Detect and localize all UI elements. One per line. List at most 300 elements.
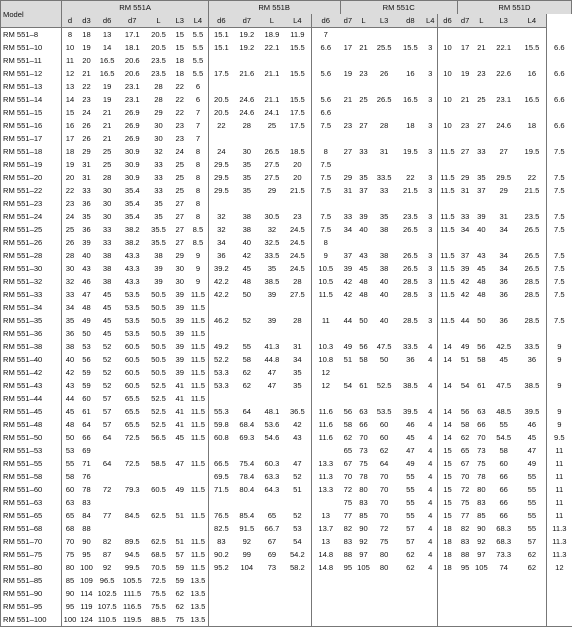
value-cell: 54.6 (264, 433, 280, 442)
value-cell: 3 (428, 95, 433, 104)
model-cell: RM 551–43 (1, 379, 62, 392)
value-cell: 61 (359, 381, 368, 390)
value-cell (260, 600, 285, 613)
value-cell: 60.5 (124, 381, 140, 390)
table-row (1, 327, 572, 340)
value-cell (547, 327, 572, 340)
value-cell: 41.3 (264, 342, 280, 351)
value-cell: 7.5 (554, 186, 565, 195)
value-cell (473, 28, 490, 42)
value-cell: 23.5 (518, 210, 547, 223)
value-cell: 62 (175, 589, 184, 598)
value-cell (284, 327, 311, 340)
value-cell (234, 327, 260, 340)
table-row (1, 54, 572, 67)
value-cell: 96.5 (99, 576, 115, 585)
value-cell: 11.5 (437, 145, 457, 158)
value-cell (490, 587, 518, 600)
value-cell: 20.5 (208, 93, 234, 106)
value-cell: 47 (406, 446, 415, 455)
model-cell: RM 551–19 (1, 158, 62, 171)
value-cell: 28.5 (518, 275, 547, 288)
value-cell: 77 (460, 511, 470, 520)
value-cell: 20 (62, 171, 78, 184)
value-cell: 43.3 (124, 264, 140, 273)
value-cell: 38 (102, 277, 112, 286)
value-cell (457, 197, 473, 210)
value-cell: 28.5 (518, 288, 547, 301)
value-cell: 83 (460, 537, 470, 546)
value-cell: 75.5 (151, 602, 166, 611)
value-cell (518, 392, 547, 405)
value-cell (260, 327, 285, 340)
value-cell: 7.5 (311, 119, 340, 132)
value-cell: 30 (175, 277, 184, 286)
value-cell: 24 (82, 108, 91, 117)
value-cell: 52 (102, 342, 112, 351)
value-cell: 11.5 (190, 459, 206, 468)
table-row (1, 431, 572, 444)
value-cell: 11.5 (190, 368, 206, 377)
value-cell (397, 366, 424, 379)
value-cell (146, 470, 172, 483)
value-cell: 16.5 (402, 95, 418, 104)
value-cell: 42 (343, 277, 353, 286)
value-cell: 5.5 (192, 30, 204, 39)
value-cell (284, 132, 311, 145)
value-cell (119, 444, 146, 457)
value-cell: 9 (557, 407, 562, 416)
value-cell: 45 (242, 264, 252, 273)
value-cell: 3 (428, 212, 433, 221)
value-cell: 15 (437, 444, 457, 457)
value-cell (356, 366, 372, 379)
value-cell (371, 28, 397, 42)
table-row (1, 197, 572, 210)
table-row (1, 405, 572, 418)
value-cell: 80 (62, 561, 78, 574)
value-cell: 82 (343, 524, 353, 533)
value-cell (424, 158, 437, 171)
value-cell: 13.5 (190, 602, 206, 611)
value-cell: 7.5 (554, 264, 565, 273)
column-header: L4 (188, 14, 208, 28)
value-cell (490, 132, 518, 145)
value-cell: 29.5 (208, 184, 234, 197)
value-cell: 10 (437, 67, 457, 80)
value-cell: 65.5 (124, 407, 140, 416)
value-cell: 21.5 (518, 184, 547, 197)
value-cell: 23 (62, 197, 78, 210)
value-cell: 80.4 (239, 485, 255, 494)
value-cell: 78 (477, 472, 486, 481)
value-cell: 46.2 (208, 314, 234, 327)
value-cell (518, 236, 547, 249)
value-cell (356, 613, 372, 627)
value-cell: 124 (78, 613, 96, 627)
value-cell: 52.2 (208, 353, 234, 366)
value-cell: 27 (477, 121, 486, 130)
value-cell: 17.5 (289, 121, 305, 130)
value-cell: 64 (242, 407, 252, 416)
value-cell (356, 392, 372, 405)
column-header: d6 (95, 14, 118, 28)
value-cell: 51 (293, 485, 302, 494)
value-cell (188, 444, 208, 457)
value-cell: 4 (428, 342, 433, 351)
value-cell (490, 197, 518, 210)
value-cell: 33.5 (264, 251, 280, 260)
value-cell (340, 80, 356, 93)
value-cell: 53 (293, 524, 302, 533)
value-cell: 9 (311, 249, 340, 262)
value-cell: 28 (293, 277, 302, 286)
value-cell: 10 (437, 93, 457, 106)
value-cell: 56 (477, 342, 486, 351)
value-cell: 23 (343, 121, 353, 130)
value-cell: 16.5 (99, 69, 115, 78)
value-cell: 78 (82, 485, 91, 494)
value-cell: 3 (428, 147, 433, 156)
value-cell: 3 (428, 225, 433, 234)
value-cell: 65 (460, 446, 470, 455)
model-cell: RM 551–17 (1, 132, 62, 145)
value-cell (208, 496, 234, 509)
table-row (1, 418, 572, 431)
value-cell: 11.3 (552, 524, 567, 533)
value-cell (340, 587, 356, 600)
value-cell: 29 (499, 186, 508, 195)
value-cell: 23.1 (124, 95, 140, 104)
value-cell: 75 (62, 548, 78, 561)
value-cell: 4 (428, 381, 433, 390)
value-cell: 36 (82, 225, 91, 234)
value-cell: 50.5 (151, 355, 166, 364)
value-cell (234, 80, 260, 93)
value-cell (437, 587, 457, 600)
value-cell (473, 80, 490, 93)
model-cell: RM 551–45 (1, 405, 62, 418)
value-cell: 62 (460, 433, 470, 442)
value-cell (424, 80, 437, 93)
value-cell: 15.1 (208, 41, 234, 54)
value-cell: 90 (82, 537, 91, 546)
value-cell: 53.5 (124, 290, 140, 299)
value-cell: 15.5 (402, 43, 418, 52)
value-cell (356, 574, 372, 587)
value-cell (260, 54, 285, 67)
value-cell (547, 600, 572, 613)
value-cell: 15.5 (518, 41, 547, 54)
value-cell (547, 574, 572, 587)
value-cell (340, 327, 356, 340)
table-row (1, 587, 572, 600)
value-cell: 67 (460, 459, 470, 468)
value-cell: 35 (359, 173, 368, 182)
value-cell: 19 (82, 43, 91, 52)
value-cell: 62 (518, 561, 547, 574)
value-cell: 18.1 (124, 43, 140, 52)
value-cell (208, 80, 234, 93)
value-cell: 21 (102, 134, 112, 143)
model-cell: RM 551–44 (1, 392, 62, 405)
value-cell: 30 (242, 147, 252, 156)
value-cell: 53.5 (124, 329, 140, 338)
value-cell: 11.5 (190, 329, 206, 338)
value-cell: 25 (477, 95, 486, 104)
value-cell: 45 (477, 264, 486, 273)
column-header: L3 (490, 14, 518, 28)
value-cell: 44 (62, 392, 78, 405)
value-cell: 88.5 (146, 613, 172, 627)
value-cell: 35.4 (124, 199, 140, 208)
value-cell: 11.5 (437, 262, 457, 275)
value-cell: 68.3 (496, 524, 512, 533)
value-cell: 33.5 (402, 342, 418, 351)
value-cell (95, 496, 118, 509)
value-cell: 65.5 (124, 420, 140, 429)
value-cell: 72.5 (124, 459, 140, 468)
model-cell: RM 551–48 (1, 418, 62, 431)
value-cell (234, 613, 260, 627)
value-cell: 39 (267, 316, 277, 325)
model-cell: RM 551–95 (1, 600, 62, 613)
value-cell: 90 (359, 524, 368, 533)
value-cell (340, 28, 356, 42)
value-cell: 88 (460, 550, 470, 559)
column-header: L (260, 14, 285, 28)
value-cell (457, 574, 473, 587)
value-cell: 100 (62, 613, 78, 627)
value-cell (437, 80, 457, 93)
table-row (1, 496, 572, 509)
value-cell (311, 132, 340, 145)
value-cell: 23 (359, 69, 368, 78)
value-cell (424, 301, 437, 314)
value-cell: 40 (82, 251, 91, 260)
value-cell: 70.5 (151, 563, 166, 572)
value-cell: 14.8 (311, 561, 340, 574)
value-cell: 39 (175, 303, 184, 312)
value-cell (234, 392, 260, 405)
model-cell: RM 551–13 (1, 80, 62, 93)
value-cell: 37 (477, 186, 486, 195)
value-cell: 9 (557, 355, 562, 364)
value-cell: 77 (102, 511, 112, 520)
value-cell (473, 600, 490, 613)
value-cell (490, 574, 518, 587)
value-cell: 66 (82, 433, 91, 442)
value-cell: 4 (428, 511, 433, 520)
value-cell: 60.5 (124, 368, 140, 377)
table-row (1, 80, 572, 93)
value-cell: 70 (477, 433, 486, 442)
value-cell: 43 (82, 264, 91, 273)
value-cell: 73 (267, 563, 277, 572)
value-cell (95, 470, 118, 483)
model-cell: RM 551–30 (1, 262, 62, 275)
value-cell (260, 574, 285, 587)
value-cell: 75 (343, 498, 353, 507)
value-cell: 52 (102, 355, 112, 364)
table-row (1, 379, 572, 392)
value-cell (437, 158, 457, 171)
value-cell: 55 (62, 457, 78, 470)
value-cell: 38 (154, 251, 163, 260)
model-cell: RM 551–63 (1, 496, 62, 509)
value-cell: 72.5 (124, 433, 140, 442)
value-cell (547, 28, 572, 42)
value-cell: 33 (359, 147, 368, 156)
value-cell: 5.6 (311, 67, 340, 80)
value-cell (457, 587, 473, 600)
column-header: d7 (457, 14, 473, 28)
value-cell: 33 (154, 160, 163, 169)
value-cell: 28 (293, 316, 302, 325)
value-cell: 12 (555, 563, 564, 572)
value-cell: 18 (82, 30, 91, 39)
value-cell: 19.2 (239, 30, 255, 39)
value-cell (356, 54, 372, 67)
value-cell: 3 (428, 264, 433, 273)
value-cell: 29 (175, 251, 184, 260)
value-cell: 75.4 (239, 459, 255, 468)
value-cell: 13.3 (311, 457, 340, 470)
value-cell: 3 (428, 69, 433, 78)
value-cell (437, 106, 457, 119)
value-cell (146, 496, 172, 509)
value-cell: 41 (175, 394, 184, 403)
value-cell: 9 (195, 264, 201, 273)
value-cell: 3 (428, 43, 433, 52)
table-row (1, 236, 572, 249)
value-cell: 19 (62, 158, 78, 171)
value-cell: 28 (102, 173, 112, 182)
value-cell (260, 197, 285, 210)
value-cell: 58 (499, 446, 508, 455)
value-cell: 62 (379, 446, 389, 455)
value-cell (356, 158, 372, 171)
model-cell: RM 551–15 (1, 106, 62, 119)
value-cell: 36 (208, 249, 234, 262)
value-cell: 31 (343, 186, 353, 195)
value-cell: 56.5 (151, 433, 166, 442)
value-cell: 32 (208, 223, 234, 236)
value-cell: 65.5 (124, 394, 140, 403)
column-header: L3 (171, 14, 188, 28)
value-cell: 25 (175, 173, 184, 182)
value-cell: 30.5 (264, 212, 280, 221)
value-cell (284, 496, 311, 509)
value-cell: 21 (82, 69, 91, 78)
value-cell (424, 106, 437, 119)
value-cell (457, 600, 473, 613)
value-cell: 19.2 (239, 43, 255, 52)
value-cell: 10 (437, 119, 457, 132)
value-cell (397, 392, 424, 405)
value-cell: 15.5 (289, 43, 305, 52)
value-cell (457, 106, 473, 119)
value-cell: 48 (242, 277, 252, 286)
value-cell: 33 (154, 186, 163, 195)
value-cell (457, 327, 473, 340)
value-cell: 3 (428, 186, 433, 195)
value-cell (340, 301, 356, 314)
value-cell: 68.4 (239, 420, 255, 429)
value-cell: 95 (82, 550, 91, 559)
value-cell: 97 (359, 550, 368, 559)
value-cell: 7.5 (311, 184, 340, 197)
value-cell: 50 (477, 316, 486, 325)
value-cell: 60.5 (124, 342, 140, 351)
value-cell: 105 (357, 563, 370, 572)
value-cell: 11.5 (190, 290, 206, 299)
value-cell: 19 (102, 82, 112, 91)
model-cell: RM 551–53 (1, 444, 62, 457)
value-cell: 50.5 (151, 342, 166, 351)
value-cell: 72 (379, 524, 389, 533)
value-cell: 95 (460, 563, 470, 572)
value-cell: 69.5 (208, 470, 234, 483)
value-cell: 16.5 (99, 56, 115, 65)
table-row (1, 158, 572, 171)
value-cell: 39 (154, 264, 163, 273)
value-cell: 31 (379, 147, 389, 156)
table-row (1, 613, 572, 627)
value-cell: 59 (82, 381, 91, 390)
value-cell: 37 (359, 186, 368, 195)
value-cell: 75.5 (151, 589, 166, 598)
column-header: d3 (78, 14, 96, 28)
value-cell (208, 600, 234, 613)
value-cell: 11.5 (437, 288, 457, 301)
value-cell: 35 (267, 264, 277, 273)
value-cell: 30 (154, 121, 163, 130)
value-cell (356, 327, 372, 340)
value-cell: 34 (499, 225, 508, 234)
value-cell: 36 (82, 199, 91, 208)
value-cell: 35 (293, 381, 302, 390)
value-cell: 47 (175, 459, 184, 468)
value-cell: 28.5 (402, 277, 418, 286)
value-cell (371, 392, 397, 405)
value-cell (547, 366, 572, 379)
value-cell: 50 (379, 355, 389, 364)
value-cell: 52 (293, 511, 302, 520)
value-cell: 45 (518, 431, 547, 444)
value-cell: 25 (102, 147, 112, 156)
column-header: d6 (311, 14, 340, 28)
value-cell: 51 (460, 355, 470, 364)
value-cell: 23 (82, 95, 91, 104)
value-cell: 21.6 (239, 69, 255, 78)
value-cell: 24 (62, 210, 78, 223)
value-cell (188, 496, 208, 509)
value-cell: 21 (460, 95, 470, 104)
value-cell (518, 132, 547, 145)
value-cell: 62 (242, 368, 252, 377)
value-cell: 72.5 (151, 576, 166, 585)
value-cell: 23.1 (124, 82, 140, 91)
value-cell: 67 (343, 459, 353, 468)
value-cell (437, 574, 457, 587)
value-cell: 30 (62, 262, 78, 275)
value-cell: 55 (406, 498, 415, 507)
value-cell: 63 (477, 407, 486, 416)
value-cell: 18 (518, 119, 547, 132)
value-cell: 33 (477, 147, 486, 156)
value-cell (457, 613, 473, 627)
